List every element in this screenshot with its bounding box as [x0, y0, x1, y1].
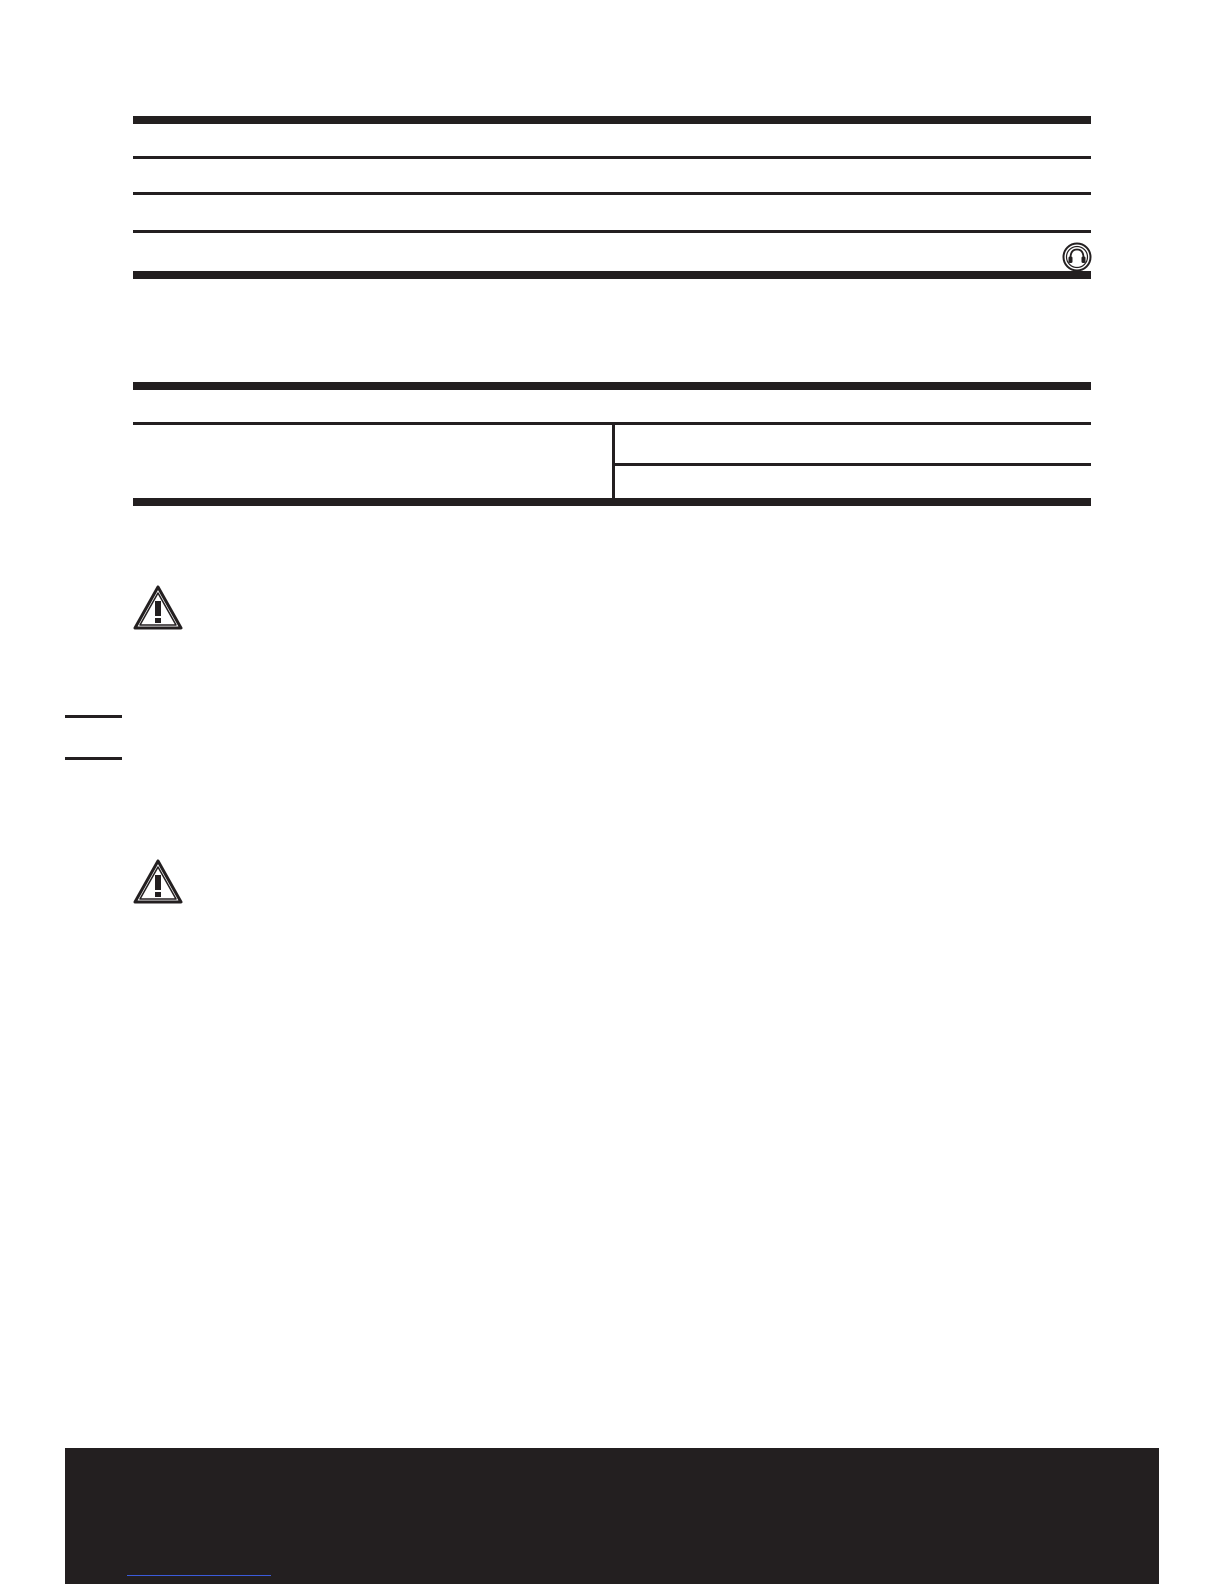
- spec-table-1-top-rule: [133, 116, 1091, 124]
- warning-triangle-icon: [132, 584, 184, 632]
- spec-table-2-column-divider: [612, 422, 615, 498]
- spec-table-1-row-divider: [133, 192, 1091, 195]
- footer-link[interactable]: [127, 1575, 271, 1576]
- spec-table-2-top-rule: [133, 382, 1091, 390]
- margin-mark: [65, 715, 122, 718]
- spec-table-1-row-divider: [133, 230, 1091, 233]
- spec-table-2-bottom-rule: [133, 498, 1091, 506]
- ear-protection-icon: [1062, 242, 1092, 272]
- footer-band: [65, 1448, 1159, 1584]
- spec-table-1-row-divider: [133, 156, 1091, 159]
- warning-triangle-icon: [132, 858, 184, 906]
- spec-table-2-row-divider: [614, 463, 1091, 466]
- spec-table-1-bottom-rule: [133, 271, 1091, 279]
- margin-mark: [65, 757, 122, 760]
